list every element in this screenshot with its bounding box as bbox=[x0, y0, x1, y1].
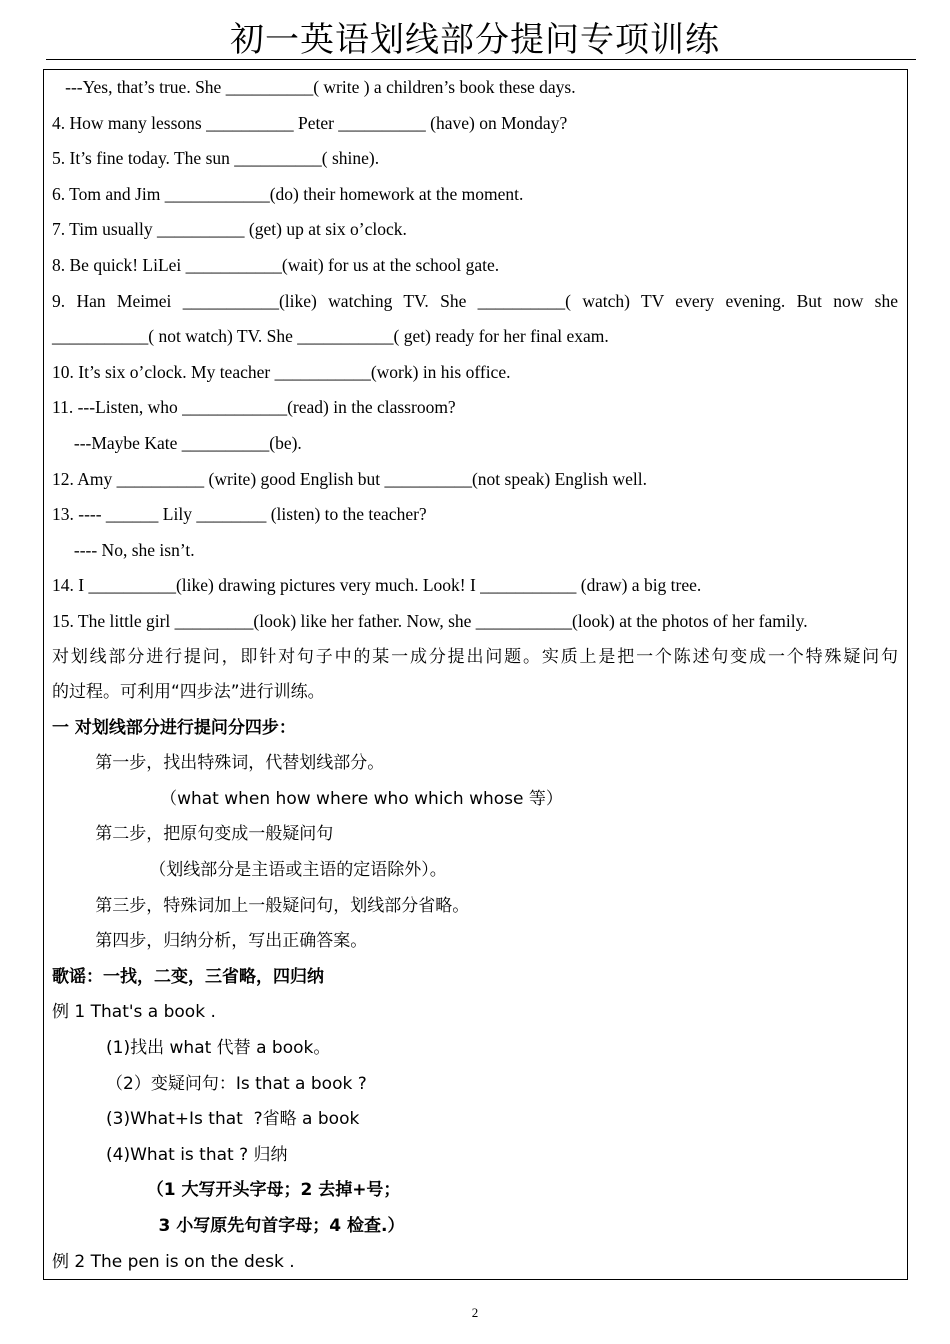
exercise-line: 7. Tim usually __________ (get) up at six o’clock. bbox=[52, 219, 407, 240]
example-line: 例 2 The pen is on the desk . bbox=[52, 1251, 295, 1272]
exercise-line: 10. It’s six o’clock. My teacher ___________(work) in his office. bbox=[52, 361, 511, 382]
exercise-line: 9. Han Meimei ___________(like) watching TV. She __________( watch) TV every evening. But now she bbox=[52, 290, 898, 311]
exercise-line: 4. How many lessons __________ Peter __________ (have) on Monday? bbox=[52, 112, 568, 133]
example-line: （2）变疑问句：Is that a book ? bbox=[52, 1073, 367, 1094]
step-line: 第四步，归纳分析，写出正确答案。 bbox=[52, 931, 368, 952]
exercise-line: 14. I __________(like) drawing pictures very much. Look! I ___________ (draw) a big tree. bbox=[52, 575, 702, 596]
step-line: 第二步，把原句变成一般疑问句 bbox=[52, 824, 334, 845]
step-line: （what when how where who which whose 等） bbox=[52, 788, 563, 809]
exercise-line: 6. Tom and Jim ____________(do) their homework at the moment. bbox=[52, 183, 524, 204]
step-line: 第三步，特殊词加上一般疑问句，划线部分省略。 bbox=[52, 895, 470, 916]
example-note: （1 大写开头字母；2 去掉+号； bbox=[52, 1180, 401, 1201]
step-line: （划线部分是主语或主语的定语除外）。 bbox=[52, 860, 447, 881]
exercise-line: ___________( not watch) TV. She ___________( get) ready for her final exam. bbox=[52, 326, 609, 347]
exercise-line: 5. It’s fine today. The sun __________( shine). bbox=[52, 148, 380, 169]
explanation-line: 对划线部分进行提问，即针对句子中的某一成分提出问题。实质上是把一个陈述句变成一个特殊疑问句 bbox=[52, 646, 898, 667]
rhyme-line: 歌谣：一找，二变，三省略，四归纳 bbox=[52, 966, 324, 987]
exercise-content bbox=[52, 70, 898, 1280]
exercise-line: 12. Amy __________ (write) good English but __________(not speak) English well. bbox=[52, 468, 647, 489]
section-heading: 一 对划线部分进行提问分四步： bbox=[52, 717, 296, 738]
example-line: 例 1 That's a book . bbox=[52, 1002, 216, 1023]
content-box bbox=[43, 69, 908, 1280]
title-underline bbox=[46, 59, 916, 60]
example-note: 3 小写原先句首字母；4 检查.） bbox=[52, 1216, 405, 1236]
example-line: (3)What+Is that ?省略 a book bbox=[52, 1109, 360, 1130]
page-number: 2 bbox=[471, 1305, 479, 1320]
exercise-line: 8. Be quick! LiLei ___________(wait) for us at the school gate. bbox=[52, 254, 500, 275]
exercise-line: ---Maybe Kate __________(be). bbox=[52, 432, 302, 453]
exercise-line: ---- No, she isn’t. bbox=[52, 539, 195, 560]
exercise-line: 13. ---- ______ Lily ________ (listen) to the teacher? bbox=[52, 504, 427, 525]
page-title: 初一英语划线部分提问专项训练 bbox=[230, 20, 720, 60]
example-line: (1)找出 what 代替 a book。 bbox=[52, 1038, 331, 1059]
exercise-line: 15. The little girl _________(look) like her father. Now, she ___________(look) at the photos of her family. bbox=[52, 610, 808, 631]
explanation-line: 的过程。可利用“四步法”进行训练。 bbox=[52, 682, 325, 703]
step-line: 第一步，找出特殊词，代替划线部分。 bbox=[52, 753, 385, 774]
exercise-line: ---Yes, that’s true. She __________( write ) a children’s book these days. bbox=[52, 77, 576, 97]
exercise-line: 11. ---Listen, who ____________(read) in the classroom? bbox=[52, 397, 456, 418]
example-line: (4)What is that ? 归纳 bbox=[52, 1144, 288, 1165]
